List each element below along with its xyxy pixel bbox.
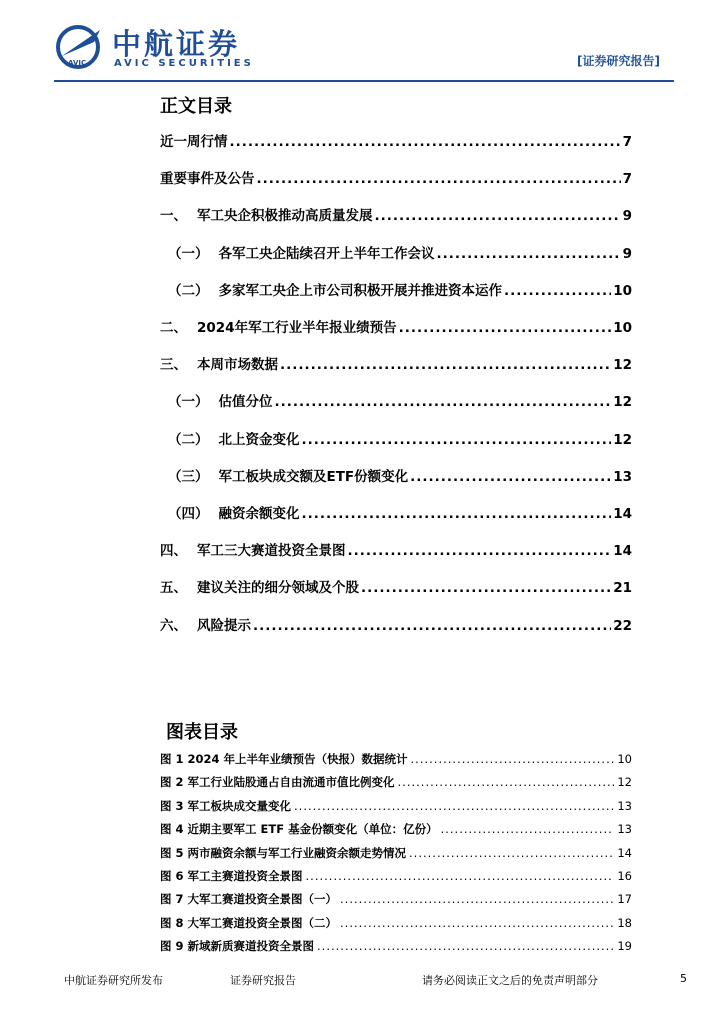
figure-entry-page: 13	[617, 798, 632, 813]
toc-entry-page: 9	[622, 208, 632, 225]
logo-chinese-name: 中航证券	[112, 27, 241, 61]
figure-dot-leader	[441, 822, 615, 836]
figure-entry[interactable]	[160, 774, 632, 790]
toc-entry-page: 7	[622, 134, 632, 150]
toc-entry-label: 重要事件及公告	[160, 171, 255, 188]
toc-entry[interactable]	[160, 167, 632, 187]
figure-entry-label: 图 6 军工主赛道投资全景图	[160, 869, 303, 883]
toc-entry-label: 军工三大赛道投资全景图	[197, 543, 346, 560]
figure-entry-label: 图 7 大军工赛道投资全景图（一）	[160, 892, 338, 907]
toc-entry-label: 各军工央企陆续召开上半年工作会议	[218, 245, 435, 262]
footer-doc-type: 证券研究报告	[230, 974, 296, 987]
figure-entry-page: 14	[617, 845, 632, 860]
figure-entry-label: 图 5 两市融资余额与军工行业融资余额走势情况	[160, 845, 407, 860]
header-divider	[54, 80, 674, 82]
toc-dot-leader	[230, 134, 621, 150]
toc-dot-leader	[348, 543, 612, 559]
toc-entry-number: （二）	[168, 282, 209, 299]
figure-dot-leader	[340, 892, 614, 906]
toc-entry-label: 融资余额变化	[218, 506, 300, 522]
figure-entry-page: 10	[617, 752, 632, 766]
page-header	[0, 0, 724, 82]
toc-entry-number: 六、	[160, 617, 187, 634]
toc-entry[interactable]	[160, 353, 632, 373]
toc-entry-page: 10	[613, 320, 632, 336]
toc-entry[interactable]	[160, 316, 632, 336]
figure-entry-label: 图 3 军工板块成交量变化	[160, 798, 292, 813]
toc-entry-number: 四、	[160, 543, 187, 560]
toc-dot-leader	[504, 283, 611, 299]
toc-dot-leader	[437, 246, 621, 262]
toc-entry-number: （二）	[168, 431, 209, 448]
toc-dot-leader	[302, 506, 612, 522]
toc-entry[interactable]	[160, 428, 632, 448]
figure-dot-leader	[317, 939, 614, 953]
figure-dot-leader	[409, 846, 614, 860]
svg-text:AVIC: AVIC	[68, 59, 87, 67]
toc-entry-page: 14	[613, 506, 632, 522]
toc-entry[interactable]	[160, 576, 632, 596]
toc-dot-leader	[399, 320, 612, 336]
toc-entry-label: 近一周行情	[160, 134, 228, 150]
toc-dot-leader	[280, 357, 611, 373]
toc-entry-number: （四）	[168, 506, 209, 522]
logo-english-name: AVIC SECURITIES	[114, 58, 254, 69]
toc-dot-leader	[361, 580, 611, 596]
figure-entry-page: 19	[617, 939, 632, 954]
toc-entry-page: 7	[622, 171, 632, 188]
toc-entry[interactable]	[160, 614, 632, 634]
figure-entry-label: 图 8 大军工赛道投资全景图（二）	[160, 915, 338, 930]
toc-entry-label: 建议关注的细分领域及个股	[197, 580, 359, 597]
toc-entry[interactable]	[160, 539, 632, 559]
toc-entry-page: 21	[613, 580, 632, 597]
toc-entry-page: 13	[613, 468, 632, 485]
toc-entry-label: 本周市场数据	[197, 357, 278, 374]
toc-entry-number: （一）	[168, 394, 209, 411]
toc-entry-page: 12	[613, 394, 632, 411]
figure-dot-leader	[411, 752, 615, 766]
toc-entry-number: 一、	[160, 208, 187, 225]
figure-entry-page: 12	[617, 775, 632, 790]
figure-entry[interactable]	[160, 798, 632, 814]
toc-dot-leader	[410, 469, 611, 485]
figure-entry[interactable]	[160, 891, 632, 907]
figure-entry-label: 图 1 2024 年上半年业绩预告（快报）数据统计	[160, 752, 408, 766]
toc-entry[interactable]	[160, 242, 632, 262]
figure-dot-leader	[398, 775, 615, 789]
toc-entry-label: 2024年军工行业半年报业绩预告	[197, 320, 397, 336]
toc-entry-label: 军工板块成交额及ETF份额变化	[218, 468, 409, 485]
toc-entry-number: 二、	[160, 320, 187, 336]
toc-entry-number: 五、	[160, 580, 187, 597]
figure-entry-page: 18	[617, 915, 632, 930]
figure-entry[interactable]	[160, 821, 632, 837]
figure-entry-page: 13	[617, 822, 632, 837]
toc-entry-number: （三）	[168, 468, 209, 485]
toc-dot-leader	[302, 432, 612, 448]
toc-entry-number: （一）	[168, 245, 209, 262]
figure-dot-leader	[294, 799, 614, 813]
figure-entry-label: 图 2 军工行业陆股通占自由流通市值比例变化	[160, 775, 395, 790]
figure-entry-page: 16	[617, 869, 632, 883]
figure-dot-leader	[340, 916, 614, 930]
toc-entry-label: 估值分位	[218, 394, 273, 411]
footer-publisher: 中航证券研究所发布	[64, 974, 163, 987]
toc-entry[interactable]	[160, 465, 632, 485]
toc-entry[interactable]	[160, 390, 632, 410]
toc-entry-number: 三、	[160, 357, 187, 374]
avic-logo-icon	[54, 20, 106, 72]
figure-entry[interactable]	[160, 938, 632, 954]
toc-entry-page: 14	[613, 543, 632, 560]
toc-entry-label: 北上资金变化	[218, 431, 300, 448]
toc-entry[interactable]	[160, 279, 632, 299]
toc-entry-label: 多家军工央企上市公司积极开展并推进资本运作	[218, 282, 502, 299]
figure-dot-leader	[306, 869, 615, 883]
toc-entry-page: 9	[622, 245, 632, 262]
figure-entry[interactable]	[160, 751, 632, 767]
toc-dot-leader	[253, 618, 611, 634]
toc-dot-leader	[375, 208, 621, 224]
toc-entry-label: 军工央企积极推动高质量发展	[197, 208, 373, 225]
toc-entry[interactable]	[160, 130, 632, 150]
figure-entry[interactable]	[160, 868, 632, 884]
toc-entry-page: 22	[613, 617, 632, 634]
toc-entry[interactable]	[160, 204, 632, 224]
toc-entry-page: 10	[613, 282, 632, 299]
toc-entry-label: 风险提示	[197, 617, 251, 634]
figure-entry[interactable]	[160, 915, 632, 931]
figures-title: 图表目录	[166, 722, 238, 743]
figure-entry[interactable]	[160, 845, 632, 861]
footer-disclaimer: 请务必阅读正文之后的免责声明部分	[422, 974, 598, 987]
toc-entry[interactable]	[160, 502, 632, 522]
toc-dot-leader	[257, 171, 621, 187]
page-number: 5	[680, 972, 687, 985]
figure-entry-page: 17	[617, 892, 632, 907]
toc-entry-page: 12	[613, 431, 632, 448]
figure-entry-label: 图 4 近期主要军工 ETF 基金份额变化（单位：亿份）	[160, 822, 438, 837]
figure-entry-label: 图 9 新域新质赛道投资全景图	[160, 939, 315, 954]
toc-dot-leader	[275, 394, 612, 410]
toc-title: 正文目录	[160, 96, 232, 117]
report-type-label: [证券研究报告]	[577, 54, 660, 68]
toc-entry-page: 12	[613, 357, 632, 374]
